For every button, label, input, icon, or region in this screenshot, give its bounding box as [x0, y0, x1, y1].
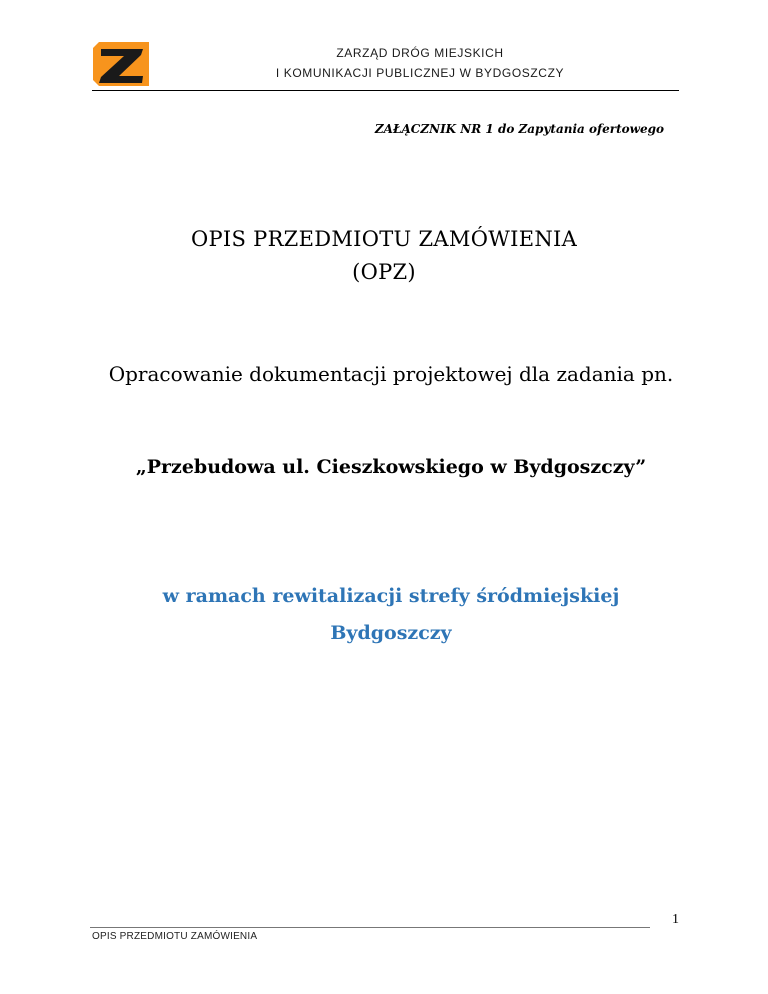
zdmikp-logo-icon [92, 40, 150, 88]
org-name-line1: ZARZĄD DRÓG MIEJSKICH [336, 46, 504, 60]
header-divider [92, 90, 679, 91]
scope-line1: w ramach rewitalizacji strefy śródmiejskiej [162, 585, 620, 607]
page-number: 1 [672, 912, 679, 927]
footer-text: OPIS PRZEDMIOTU ZAMÓWIENIA [92, 931, 258, 942]
org-name-line2: I KOMUNIKACJI PUBLICZNEJ W BYDGOSZCZY [275, 66, 565, 80]
document-title-abbreviation: (OPZ) [352, 260, 416, 284]
subject-line: Opracowanie dokumentacji projektowej dla zadania pn. [108, 362, 674, 386]
scope-line2: Bydgoszczy [330, 622, 452, 644]
footer-divider [90, 927, 650, 928]
attachment-label: ZAŁĄCZNIK NR 1 do Zapytania ofertowego [374, 122, 664, 136]
task-name: „Przebudowa ul. Cieszkowskiego w Bydgoszczy” [135, 456, 647, 478]
document-title: OPIS PRZEDMIOTU ZAMÓWIENIA [190, 227, 578, 251]
